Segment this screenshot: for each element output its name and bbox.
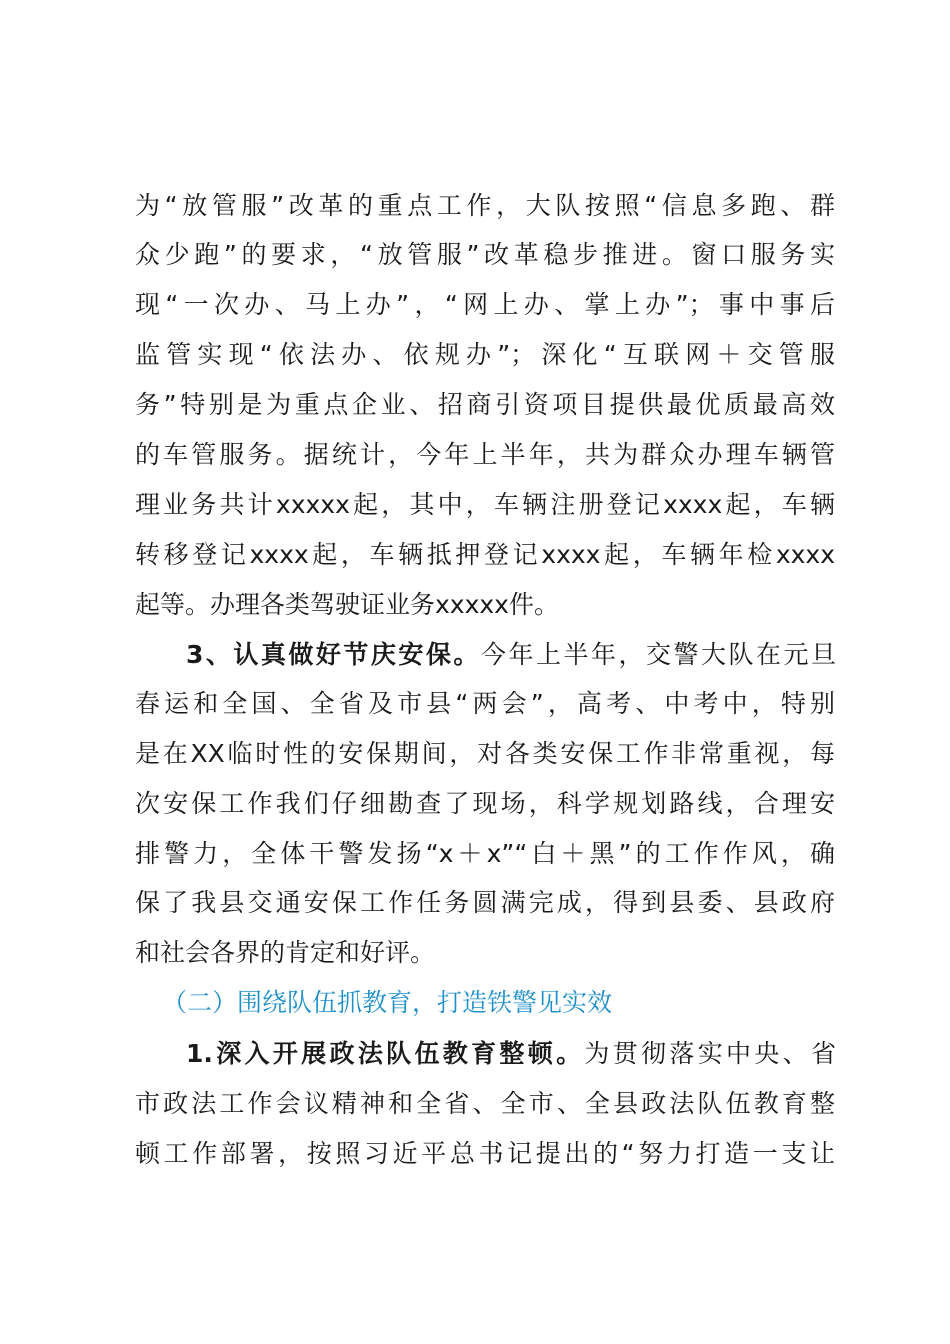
paragraph-line: 现“一次办、马上办”，“网上办、掌上办”；事中事后 (135, 290, 835, 319)
paragraph-line: 市政法工作会议精神和全省、全市、全县政法队伍教育整 (135, 1089, 835, 1118)
paragraph-line: 春运和全国、全省及市县“两会”，高考、中考中，特别 (135, 689, 835, 718)
item3-title: 3、认真做好节庆安保。 (186, 640, 481, 669)
paragraph-line: 排警力，全体干警发扬“x＋x”“白＋黑”的工作作风，确 (135, 839, 835, 868)
item3-first-line (186, 638, 836, 672)
item1-first-line (186, 1037, 836, 1071)
paragraph-line: 的车管服务。据统计，今年上半年，共为群众办理车辆管 (135, 440, 835, 469)
paragraph-line: 起等。办理各类驾驶证业务xxxxx件。 (135, 590, 559, 619)
paragraph-line: 是在XX临时性的安保期间，对各类安保工作非常重视，每 (135, 739, 835, 768)
paragraph-line: 次安保工作我们仔细勘查了现场，科学规划路线，合理安 (135, 789, 835, 818)
paragraph-line: 监管实现“依法办、依规办”；深化“互联网＋交管服 (135, 340, 835, 369)
item1-first-line-text: 为贯彻落实中央、省 (584, 1039, 836, 1068)
paragraph-line: 为“放管服”改革的重点工作，大队按照“信息多跑、群 (135, 191, 835, 220)
paragraph-line: 转移登记xxxx起，车辆抵押登记xxxx起，车辆年检xxxx (135, 540, 835, 569)
item3-first-line-text: 今年上半年，交警大队在元旦 (480, 640, 836, 669)
section-heading: （二）围绕队伍抓教育，打造铁警见实效 (162, 988, 613, 1017)
paragraph-line: 众少跑”的要求，“放管服”改革稳步推进。窗口服务实 (135, 240, 835, 269)
paragraph-line: 务”特别是为重点企业、招商引资项目提供最优质最高效 (135, 390, 835, 419)
paragraph-line: 保了我县交通安保工作任务圆满完成，得到县委、县政府 (135, 888, 835, 917)
paragraph-line: 理业务共计xxxxx起，其中，车辆注册登记xxxx起，车辆 (135, 490, 835, 519)
paragraph-line: 和社会各界的肯定和好评。 (135, 938, 436, 967)
item1-title: 1.深入开展政法队伍教育整顿。 (186, 1039, 585, 1068)
paragraph-line: 顿工作部署，按照习近平总书记提出的“努力打造一支让 (135, 1139, 835, 1168)
